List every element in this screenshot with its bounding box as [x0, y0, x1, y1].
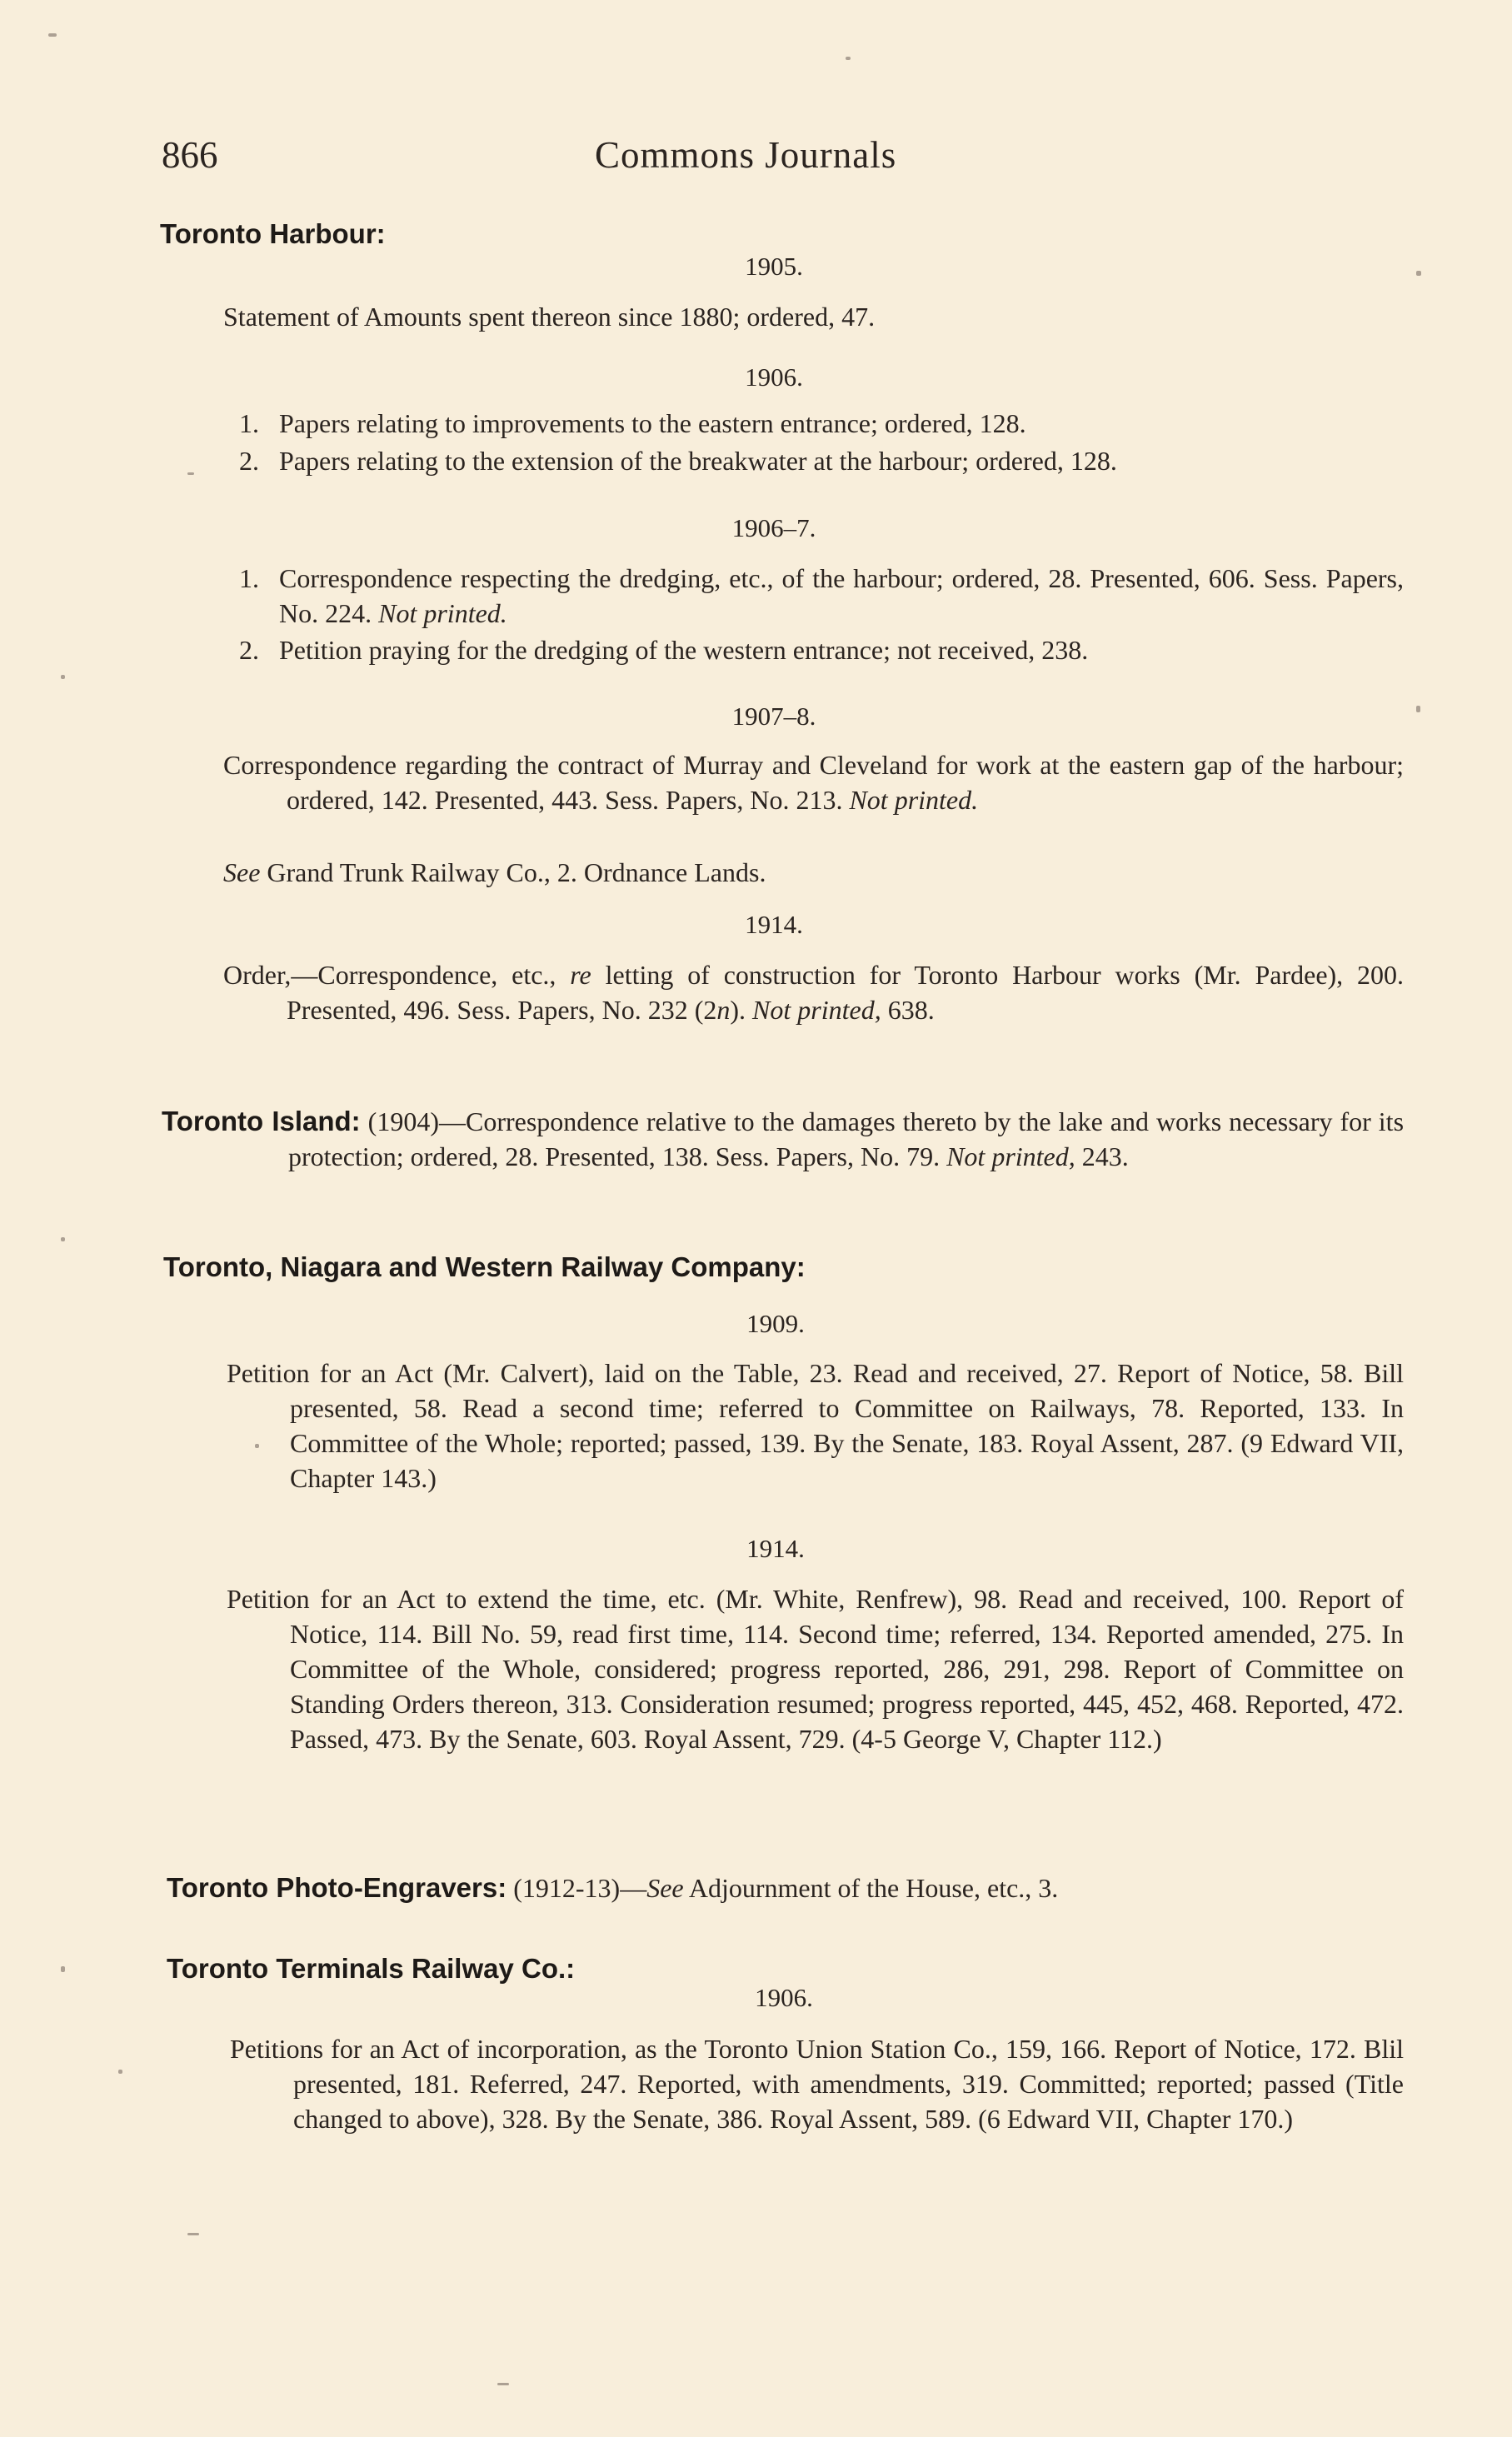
- entry-body: Correspondence regarding the contract of Murray and Cleveland for work at the eastern gap of the harbour; ordered, 142. Presented, 443. Sess. Papers, No. 213.: [223, 750, 1404, 815]
- not-printed-note: Not printed,: [946, 1141, 1075, 1171]
- entry-text: Petition for an Act (Mr. Calvert), laid on the Table, 23. Read and received, 27. Report of Notice, 58. Bill presented, 58. Read a second time; referred to Committee on Railways, 78. Reported, 133. In Committee of the Whole; reported; passed, 139. By the Senate, 183. Royal Assent, 287. (9 Edward VII, Chapter 143.): [227, 1358, 1404, 1493]
- entry-body: letting of construction for Toronto Harbour works (Mr. Pardee), 200. Presented, 496. Sess. Papers, No. 232 (2: [287, 960, 1405, 1025]
- entry-body: ).: [730, 995, 746, 1025]
- section-heading-toronto-harbour: Toronto Harbour:: [160, 218, 386, 249]
- not-printed-note: Not printed.: [378, 598, 507, 628]
- entry-body: 638.: [887, 995, 935, 1025]
- not-printed-note: Not printed.: [849, 785, 979, 815]
- entry-text: [223, 747, 1404, 817]
- section-heading-terminals-railway: Toronto Terminals Railway Co.:: [167, 1953, 576, 1984]
- section-heading-niagara-railway: Toronto, Niagara and Western Railway Company:: [163, 1251, 806, 1282]
- paper-speck: [1416, 271, 1421, 276]
- page-header: [162, 133, 1403, 183]
- see-label: See: [223, 857, 261, 887]
- list-item: [239, 406, 1404, 441]
- paper-speck: [61, 1966, 65, 1972]
- list-item: [239, 443, 1404, 478]
- year-heading: 1909.: [746, 1309, 805, 1338]
- paper-speck: [61, 675, 65, 679]
- item-text: Papers relating to the extension of the breakwater at the harbour; ordered, 128.: [279, 446, 1117, 476]
- list-item: [239, 561, 1404, 631]
- n-suffix: n: [716, 995, 731, 1025]
- entry-body: (1904)—Correspondence relative to the damages thereto by the lake and works necessary for its protection; ordered, 28. Presented, 138. Sess. Papers, No. 79.: [288, 1106, 1405, 1171]
- section-toronto-photo-engravers: [167, 1870, 1058, 1905]
- item-text: Papers relating to improvements to the eastern entrance; ordered, 128.: [279, 408, 1026, 438]
- entry-text: [223, 957, 1404, 1027]
- year-heading: 1914.: [745, 910, 803, 939]
- re-word: re: [570, 960, 591, 990]
- item-number: 2.: [239, 446, 259, 476]
- entry-body: (1912-13)—: [513, 1873, 647, 1903]
- item-text: Correspondence respecting the dredging, etc., of the harbour; ordered, 28. Presented, 606. Sess. Papers, No. 224.: [279, 563, 1404, 628]
- see-label: See: [646, 1873, 684, 1903]
- paper-speck: [48, 33, 57, 37]
- year-heading: 1914.: [746, 1534, 805, 1563]
- paper-speck: [846, 57, 851, 60]
- see-reference: [223, 855, 766, 890]
- paper-speck: [1416, 706, 1420, 712]
- entry-text: Petitions for an Act of incorporation, as the Toronto Union Station Co., 159, 166. Report of Notice, 172. Blil presented, 181. Referred, 247. Reported, with amendments, 319. Committed; reported; passed (Title changed to above), 328. By the Senate, 386. Royal Assent, 589. (6 Edward VII, Chapter 170.): [230, 2034, 1404, 2134]
- year-heading: 1907–8.: [731, 702, 816, 731]
- year-heading: 1906–7.: [731, 513, 816, 542]
- paper-speck: [497, 2383, 509, 2385]
- paper-speck: [118, 2070, 122, 2074]
- item-number: 1.: [239, 563, 259, 593]
- item-text: Petition praying for the dredging of the western entrance; not received, 238.: [279, 635, 1089, 665]
- list-item: [239, 632, 1404, 667]
- paper-speck: [61, 1237, 65, 1241]
- entry-body: 243.: [1081, 1141, 1129, 1171]
- item-number: 2.: [239, 635, 259, 665]
- year-heading: 1906.: [745, 362, 803, 392]
- year-heading: 1906.: [755, 1983, 813, 2012]
- entry-body: Order,—Correspondence, etc.,: [223, 960, 556, 990]
- see-text: Grand Trunk Railway Co., 2. Ordnance Lands.: [267, 857, 766, 887]
- entry-text: Statement of Amounts spent thereon since 1880; ordered, 47.: [223, 302, 876, 332]
- entry-text: Petition for an Act to extend the time, etc. (Mr. White, Renfrew), 98. Read and received, 100. Report of Notice, 114. Bill No. 59, read first time, 114. Second time; referred, 134. Reported amended, 275. In Committee of the Whole, considered; progress reported, 286, 291, 298. Report of Committee on Standing Orders thereon, 313. Consideration resumed; progress reported, 445, 452, 468. Reported, 472. Passed, 473. By the Senate, 603. Royal Assent, 729. (4-5 George V, Chapter 112.): [227, 1584, 1404, 1754]
- journal-title: Commons Journals: [595, 134, 897, 176]
- section-heading-photo-engravers: Toronto Photo-Engravers:: [167, 1872, 507, 1903]
- year-heading: 1905.: [745, 252, 803, 281]
- not-printed-note: Not printed,: [752, 995, 881, 1025]
- section-toronto-island: [162, 1104, 1404, 1174]
- item-number: 1.: [239, 408, 259, 438]
- entry-body: Adjournment of the House, etc., 3.: [688, 1873, 1059, 1903]
- page-number: 866: [162, 134, 218, 176]
- paper-speck: [187, 2233, 199, 2235]
- paper-speck: [187, 472, 194, 475]
- section-heading-toronto-island: Toronto Island:: [162, 1106, 361, 1136]
